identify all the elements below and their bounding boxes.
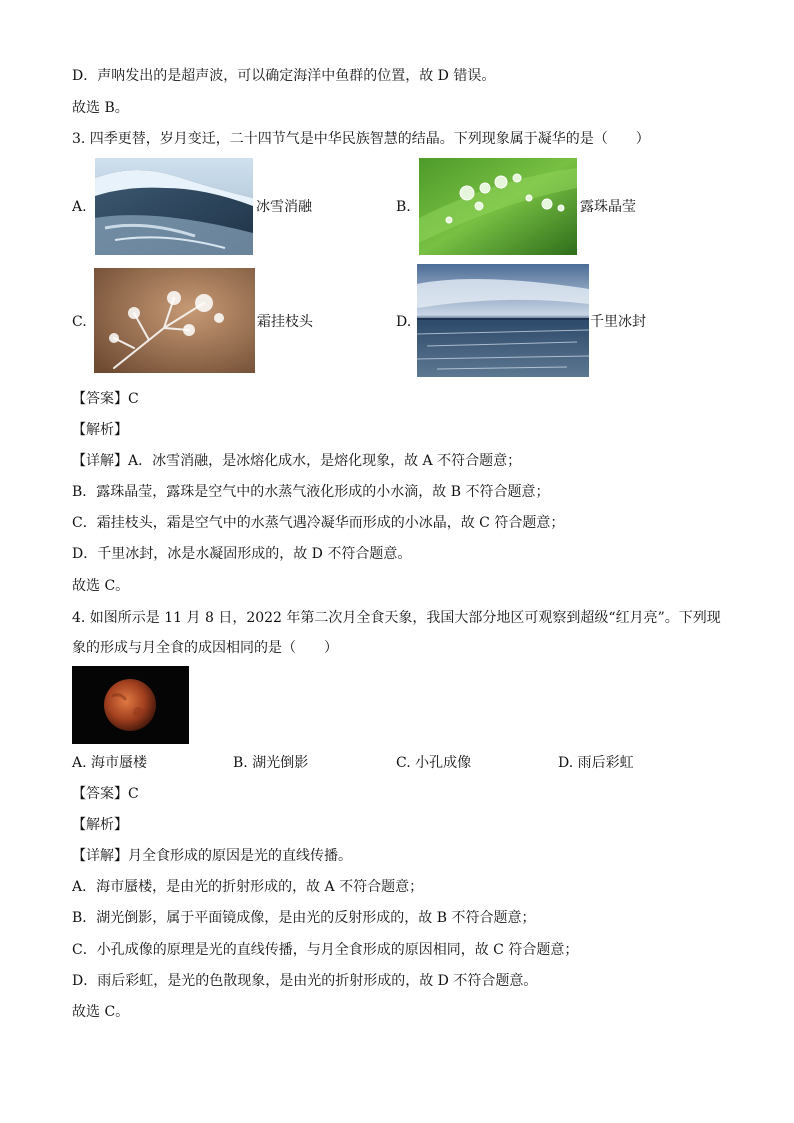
q3-detail-d: D．千里冰封，冰是水凝固形成的，故 D 不符合题意。 [72, 546, 412, 562]
q4-detail-intro: 【详解】月全食形成的原因是光的直线传播。 [72, 848, 352, 864]
q4-option-c: C. 小孔成像 [396, 755, 472, 771]
q3-answer: 【答案】C [72, 391, 139, 407]
q3-option-a-caption: 冰雪消融 [256, 199, 312, 215]
q3-option-b-label: B. [396, 199, 411, 215]
q4-detail-c: C．小孔成像的原理是光的直线传播，与月全食形成的原因相同，故 C 符合题意； [72, 942, 579, 958]
q4-detail-a: A．海市蜃楼，是由光的折射形成的，故 A 不符合题意； [72, 879, 424, 895]
q4-detail-b: B．湖光倒影，属于平面镜成像，是由光的反射形成的，故 B 不符合题意； [72, 910, 536, 926]
q3-option-c-caption: 霜挂枝头 [257, 314, 313, 330]
q3-option-d-label: D. [396, 314, 412, 330]
q4-option-d: D. 雨后彩虹 [558, 755, 634, 771]
question-4-stem-line1: 4. 如图所示是 11 月 8 日，2022 年第二次月全食天象，我国大部分地区可观察到超级“红月亮”。下列现 [72, 610, 721, 626]
dewdrops-image [419, 158, 577, 255]
q3-option-d-caption: 千里冰封 [590, 314, 646, 330]
q3-option-a-label: A. [72, 199, 87, 215]
red-moon-image [72, 666, 189, 744]
prev-option-d-line: D．声呐发出的是超声波，可以确定海洋中鱼群的位置，故 D 错误。 [72, 68, 496, 84]
q3-analysis-heading: 【解析】 [72, 422, 128, 438]
q3-option-b-caption: 露珠晶莹 [580, 199, 636, 215]
frozen-lake-image [417, 264, 589, 377]
q4-analysis-heading: 【解析】 [72, 817, 128, 833]
question-4-stem-line2: 象的形成与月全食的成因相同的是（ ） [72, 640, 338, 656]
q3-detail-a: 【详解】A．冰雪消融，是冰熔化成水，是熔化现象，故 A 不符合题意； [72, 453, 522, 469]
frost-branch-image [94, 268, 255, 373]
q4-option-a: A. 海市蜃楼 [72, 755, 148, 771]
q3-conclusion: 故选 C。 [72, 578, 130, 594]
q4-detail-d: D．雨后彩虹，是光的色散现象，是由光的折射形成的，故 D 不符合题意。 [72, 973, 538, 989]
q4-answer: 【答案】C [72, 786, 139, 802]
prev-conclusion-line: 故选 B。 [72, 100, 129, 116]
ice-melting-image [95, 158, 253, 255]
q4-conclusion: 故选 C。 [72, 1004, 130, 1020]
q4-option-b: B. 湖光倒影 [233, 755, 309, 771]
q3-detail-b: B．露珠晶莹，露珠是空气中的水蒸气液化形成的小水滴，故 B 不符合题意； [72, 484, 550, 500]
question-3-stem: 3. 四季更替，岁月变迁，二十四节气是中华民族智慧的结晶。下列现象属于凝华的是（ ） [72, 131, 650, 147]
q3-detail-c: C．霜挂枝头，霜是空气中的水蒸气遇冷凝华而形成的小冰晶，故 C 符合题意； [72, 515, 565, 531]
q3-option-c-label: C. [72, 314, 87, 330]
